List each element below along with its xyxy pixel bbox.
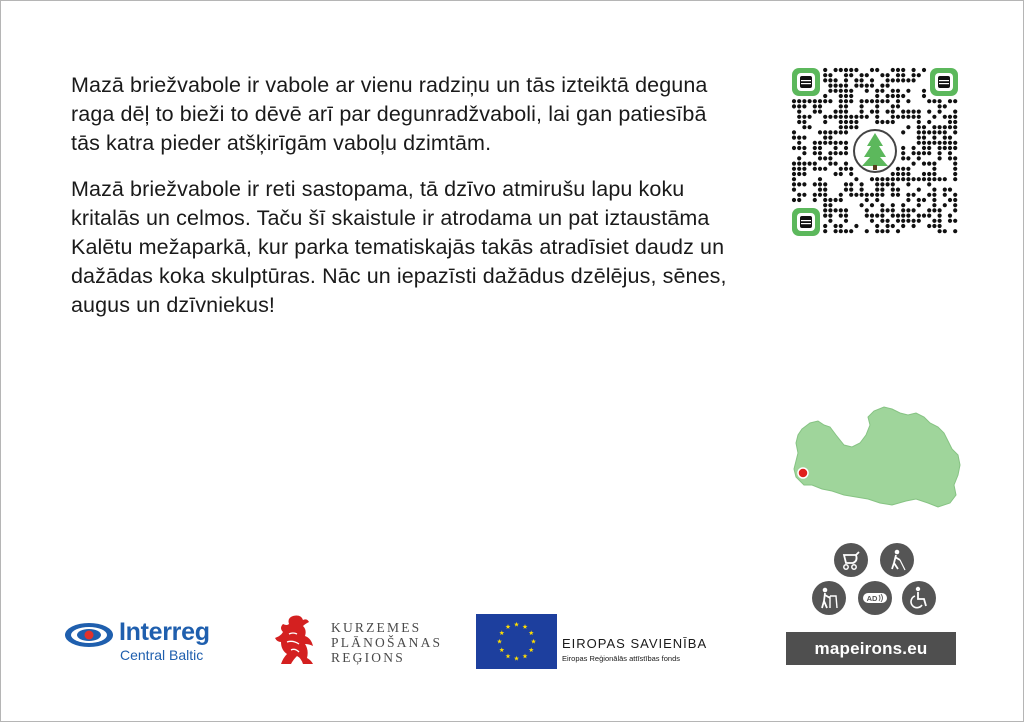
location-marker <box>798 468 808 478</box>
kpr-line-2: PLĀNOŠANAS <box>331 635 443 650</box>
stroller-icon <box>834 543 868 577</box>
tree-icon <box>849 125 901 177</box>
qr-code[interactable] <box>790 66 960 238</box>
kpr-line-3: REĢIONS <box>331 650 405 665</box>
description-paragraph-1: Mazā briežvabole ir vabole ar vienu radziņu un tās izteiktā deguna raga dēļ to bieži to dēvē arī par degunradžvaboli, lai gan patiesībā tās katra pieder atšķirīgām vaboļu dzimtām. <box>71 73 708 155</box>
audio-description-icon <box>858 581 892 615</box>
svg-text:AD: AD <box>866 594 878 603</box>
eu-subtitle: Eiropas Reģionālās attīstības fonds <box>562 654 680 663</box>
qr-finder-top-left <box>792 68 820 96</box>
website-link[interactable]: mapeirons.eu <box>786 632 956 665</box>
interreg-logo <box>63 620 233 666</box>
kpr-line-1: KURZEMES <box>331 620 422 635</box>
description-text <box>71 71 731 337</box>
kpr-logo <box>273 612 453 668</box>
qr-finder-top-right <box>930 68 958 96</box>
walker-icon <box>812 581 846 615</box>
latvia-map <box>788 403 962 515</box>
red-lion-icon <box>273 612 319 668</box>
description-paragraph-2: Mazā briežvabole ir reti sastopama, tā dzīvo atmirušu lapu koku kritalās un celmos. Taču šī skaistule ir atrodama un pat iztaustāma Kalētu mežaparkā, kur parka tematiskajās takās atradīsiet daudz un dažādas koka skulptūras. Nāc un iepazīsti dažādus dzēlējus, sēnes, augus un dzīvniekus! <box>71 177 727 317</box>
interreg-subtitle: Central Baltic <box>120 647 204 663</box>
interreg-name: Interreg <box>119 618 210 646</box>
visually-impaired-icon <box>880 543 914 577</box>
eu-flag-icon <box>476 614 557 669</box>
wheelchair-icon <box>902 581 936 615</box>
interreg-emblem <box>63 620 115 650</box>
qr-finder-bottom-left <box>792 208 820 236</box>
eu-title: EIROPAS SAVIENĪBA <box>562 636 708 651</box>
